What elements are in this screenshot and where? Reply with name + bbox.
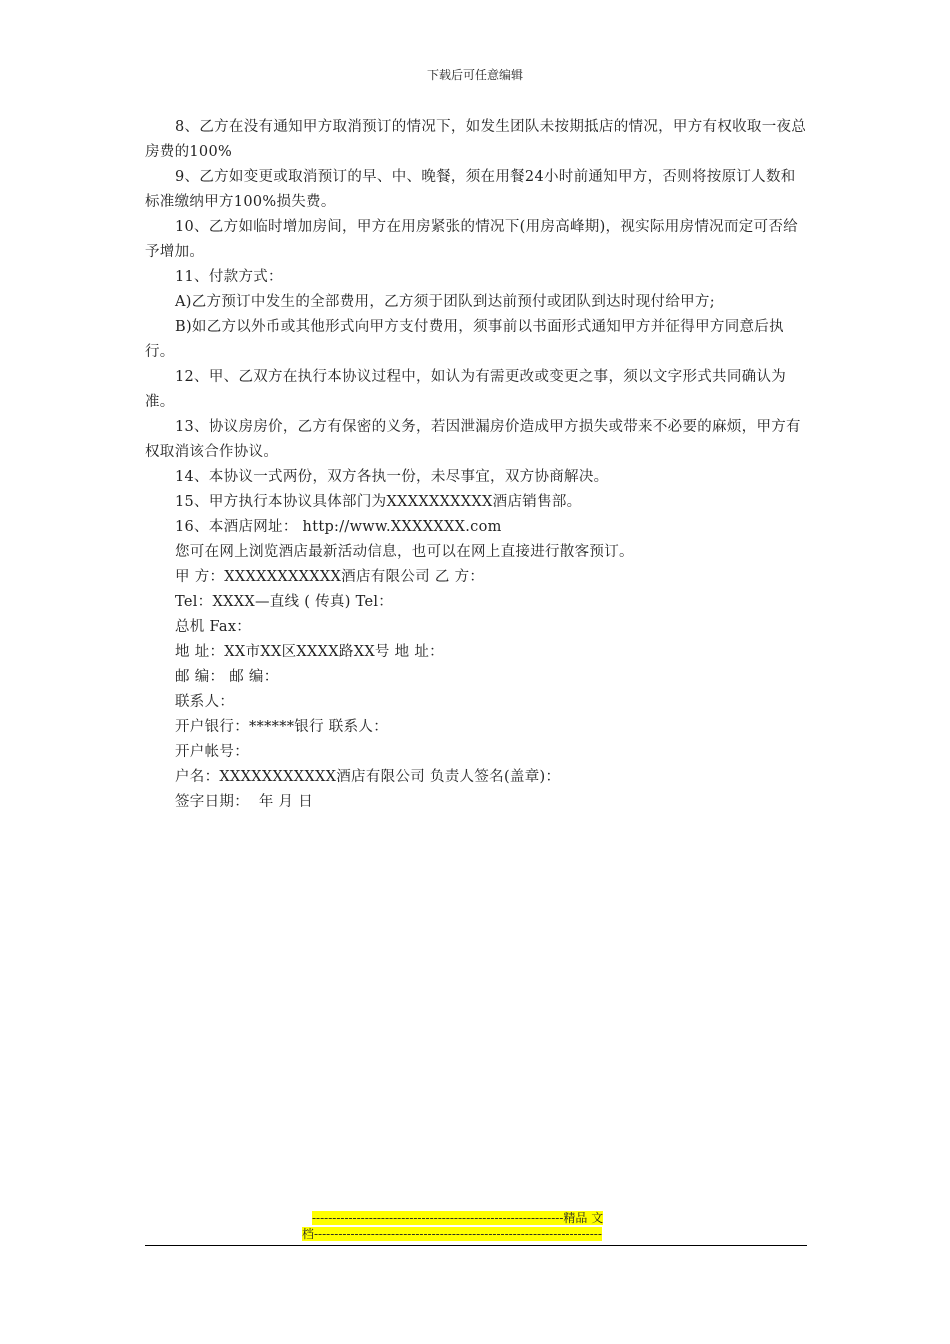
document-body — [145, 115, 807, 815]
page-footer — [145, 1210, 807, 1242]
clause-8: 8、乙方在没有通知甲方取消预订的情况下，如发生团队未按期抵店的情况，甲方有权收取一夜总房费的100% — [145, 119, 807, 160]
address-line: 地 址：XX市XX区XXXX路XX号 地 址： — [175, 644, 444, 660]
account-name-line: 户名：XXXXXXXXXXX酒店有限公司 负责人签名(盖章)： — [175, 769, 561, 785]
clause-16: 16、本酒店网址： http://www.XXXXXXX.com — [175, 519, 502, 535]
clause-14: 14、本协议一式两份，双方各执一份，未尽事宜，双方协商解决。 — [175, 469, 609, 485]
clause-11-b: B)如乙方以外币或其他形式向甲方支付费用，须事前以书面形式通知甲方并征得甲方同意后执行。 — [145, 319, 784, 360]
party-line: 甲 方：XXXXXXXXXXX酒店有限公司 乙 方： — [175, 569, 485, 585]
clause-15: 15、甲方执行本协议具体部门为XXXXXXXXXX酒店销售部。 — [175, 494, 582, 510]
postcode-line: 邮 编： 邮 编： — [175, 669, 279, 685]
account-line: 开户帐号： — [175, 744, 249, 760]
bank-line: 开户银行：******银行 联系人： — [175, 719, 389, 735]
clause-11-a: A)乙方预订中发生的全部费用，乙方须于团队到达前预付或团队到达时现付给甲方; — [175, 294, 715, 310]
clause-12: 12、甲、乙双方在执行本协议过程中，如认为有需更改或变更之事，须以文字形式共同确认为准。 — [145, 369, 787, 410]
footer-line-1: --------------------------------------------------------------精品 文 — [312, 1211, 604, 1225]
tel-line: Tel：XXXX—直线 ( 传真) Tel： — [175, 594, 394, 610]
clause-11: 11、付款方式： — [175, 269, 283, 285]
clause-9: 9、乙方如变更或取消预订的早、中、晚餐，须在用餐24小时前通知甲方，否则将按原订人数和标准缴纳甲方100%损失费。 — [145, 169, 796, 210]
footer-rule — [145, 1245, 807, 1246]
clause-13: 13、协议房房价，乙方有保密的义务，若因泄漏房价造成甲方损失或带来不必要的麻烦，甲方有权取消该合作协议。 — [145, 419, 801, 460]
page-header: 下载后可任意编辑 — [426, 68, 523, 82]
sign-date-line: 签字日期： 年 月 日 — [175, 794, 314, 810]
fax-line: 总机 Fax： — [175, 619, 252, 635]
clause-10: 10、乙方如临时增加房间，甲方在用房紧张的情况下(用房高峰期)，视实际用房情况而定可否给予增加。 — [145, 219, 798, 260]
contact-line: 联系人： — [175, 694, 235, 710]
footer-line-2: 档----------------------------------------------------------------------- — [302, 1227, 602, 1241]
website-note: 您可在网上浏览酒店最新活动信息，也可以在网上直接进行散客预订。 — [175, 544, 634, 560]
